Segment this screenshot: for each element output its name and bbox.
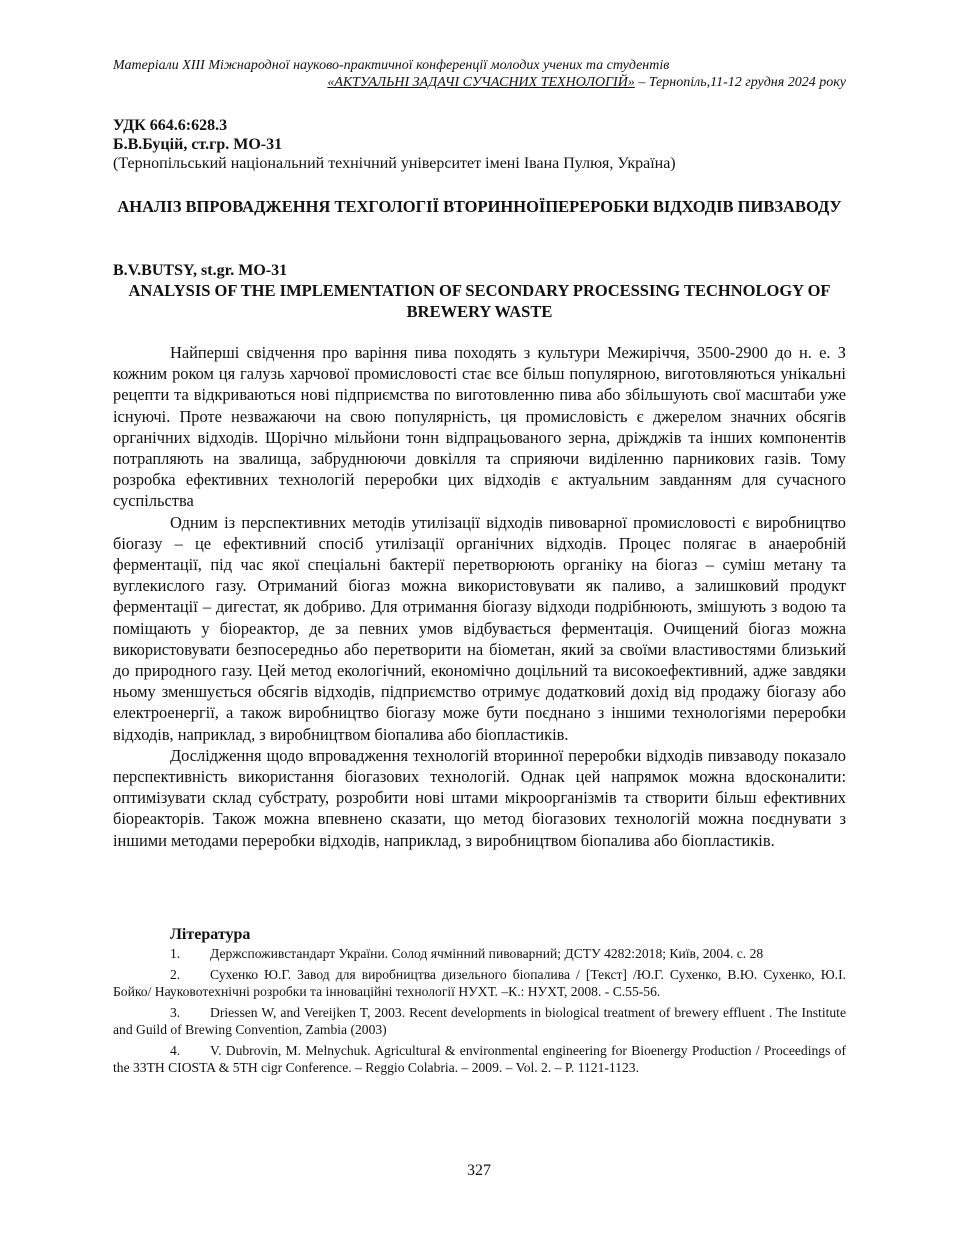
reference-text: Держспоживстандарт України. Солод ячмінний пивоварний; ДСТУ 4282:2018; Київ, 2004. с. 28 [210, 946, 764, 961]
reference-list [113, 945, 846, 1076]
affiliation: (Тернопільський національний технічний університет імені Івана Пулюя, Україна) [113, 155, 676, 172]
reference-text: V. Dubrovin, M. Melnychuk. Agricultural & environmental engineering for Bioenergy Production / Proceedings of the 33TH CIOSTA & 5TH cigr Conference. – Reggio Colabria. – 2009. – Vol. 2. – P. 1121-1123. [113, 1043, 846, 1075]
literature-section [113, 925, 846, 1080]
reference-item [113, 1004, 846, 1038]
paragraph: Найперші свідчення про варіння пива походять з культури Межиріччя, 3500-2900 до н. е. З кожним роком ця галузь харчової промисловості стає все більш популярною, виготовляються унікальні рецепти та відкриваються нові підприємства по виготовленню пива або збільшують свої масштаби уже існуючі. Проте незважаючи на свою популярність, ця промисловість є джерелом значних обсягів органічних відходів. Щорічно мільйони тонн відпрацьованого зерна, дріжджів та інших компонентів потрапляють на звалища, забруднюючи довкілля та сприяючи виділенню парникових газів. Тому розробка ефективних технологій переробки цих відходів є актуальним завданням для сучасного суспільства [113, 343, 846, 511]
reference-item [113, 1042, 846, 1076]
reference-number: 1. [170, 946, 181, 961]
reference-item [113, 966, 846, 1000]
reference-item [113, 945, 846, 962]
header-conference-line: Матеріали XIII Міжнародної науково-практичної конференції молодих учених та студентів [113, 58, 670, 73]
article-title-ua: АНАЛІЗ ВПРОВАДЖЕННЯ ТЕХГОЛОГІЇ ВТОРИННОЇПЕРЕРОБКИ ВІДХОДІВ ПИВЗАВОДУ [117, 197, 842, 216]
article-title-en: ANALYSIS OF THE IMPLEMENTATION OF SECONDARY PROCESSING TECHNOLOGY OF BREWERY WASTE [128, 281, 831, 321]
author-ua: Б.В.Буцій, ст.гр. МО-31 [113, 136, 283, 153]
article-meta [113, 116, 846, 173]
reference-number: 3. [170, 1005, 181, 1020]
author-en: B.V.BUTSY, st.gr. MO-31 [113, 262, 288, 279]
paragraph: Дослідження щодо впровадження технологій вторинної переробки відходів пивзаводу показало перспективність використання біогазових технологій. Однак цей напрямок можна вдосконалити: оптимізувати склад субстрату, розробити нові штами мікроорганізмів та створити більш ефективних біореакторів. Також можна впевнено сказати, що метод біогазових технологій можна поєднувати з іншими методами переробки відходів, наприклад, з виробництвом біопалива або біопластиків. [113, 745, 846, 850]
article-body [113, 342, 846, 851]
paragraph: Одним із перспективних методів утилізації відходів пивоварної промисловості є виробництво біогазу – це ефективний спосіб утилізації органічних відходів. Процес полягає в анаеробній ферментації, під час якої спеціальні бактерії перетворюють органіку на біогаз – суміш метану та вуглекислого газу. Отриманий біогаз можна використовувати як паливо, а залишковий продукт ферментації – дигестат, як добриво. Для отримання біогазу відходи подрібнюють, змішують з водою та поміщають у біореактор, де за певних умов відбувається ферментація. Очищений біогаз можна використовувати безпосередньо або перетворити на біометан, який за своїми властивостями близький до природного газу. Цей метод екологічний, економічно доцільний та високоефективний, адже завдяки ньому зменшується обсягів відходів, підприємство отримує додатковий дохід від продажу біогазу або електроенергії, а також виробництво біогазу може бути поєднано з іншими технологіями переробки відходів, наприклад, з виробництвом біопалива або біопластиків. [113, 512, 846, 744]
header-place-date: – Тернопіль,11-12 грудня 2024 року [634, 75, 846, 90]
running-header [113, 57, 846, 91]
reference-text: Сухенко Ю.Г. Завод для виробництва дизельного біопалива / [Текст] /Ю.Г. Сухенко, В.Ю. Сухенко, Ю.І. Бойко/ Науковотехнічні розробки та інноваційні технології НУХТ. –К.: НУХТ, 2008. - С.55-56. [113, 967, 846, 999]
page-number: 327 [467, 1162, 491, 1179]
reference-number: 2. [170, 967, 181, 982]
header-conference-title: «АКТУАЛЬНІ ЗАДАЧІ СУЧАСНИХ ТЕХНОЛОГІЙ» [327, 75, 635, 90]
reference-text: Driessen W, and Vereijken T, 2003. Recent developments in biological treatment of brewery effluent . The Institute and Guild of Brewing Convention, Zambia (2003) [113, 1005, 846, 1037]
reference-number: 4. [170, 1043, 181, 1058]
header-title-line [113, 74, 846, 91]
udk-code: УДК 664.6:628.3 [113, 117, 228, 134]
literature-heading: Література [170, 926, 251, 943]
